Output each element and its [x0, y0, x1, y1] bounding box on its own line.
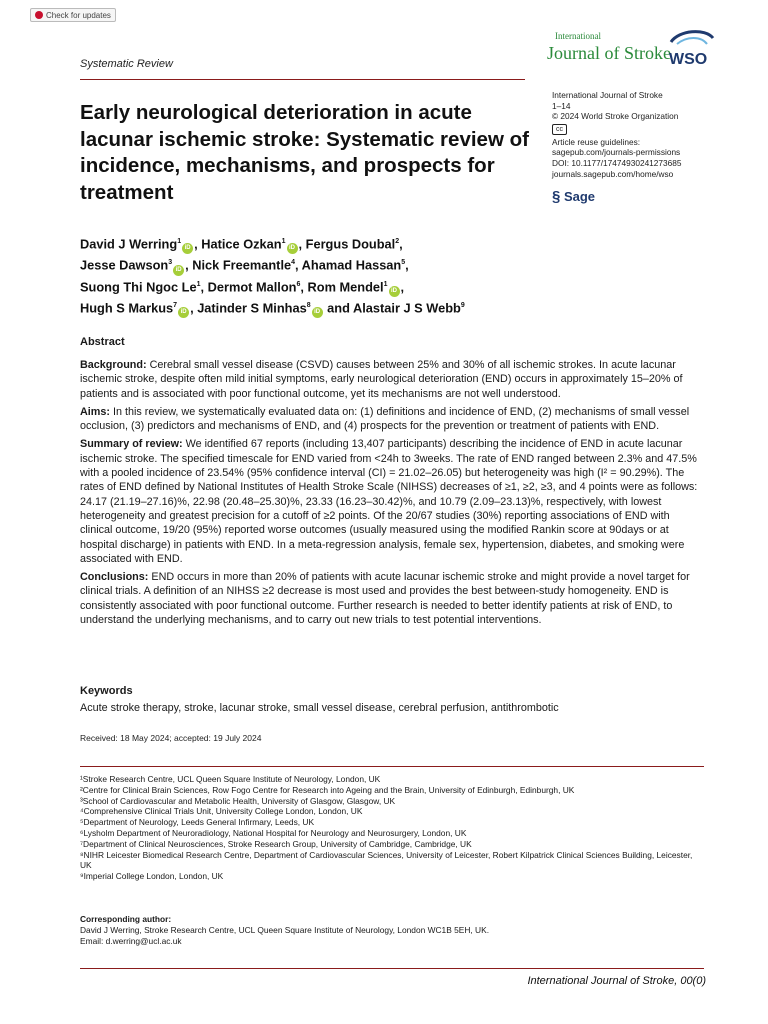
affiliation-item: ⁶Lysholm Department of Neuroradiology, National Hospital for Neurology and Neurosurgery, London, UK	[80, 827, 467, 838]
meta-journal-link[interactable]: journals.sagepub.com/home/wso	[552, 168, 674, 179]
article-meta	[552, 90, 732, 179]
affiliation-item: ²Centre for Clinical Brain Sciences, Row Fogo Centre for Research into Ageing and the Brain, University of Edinburgh, Edinburgh, UK	[80, 784, 575, 795]
received-dates: Received: 18 May 2024; accepted: 19 July 2024	[80, 733, 262, 743]
abstract-conclusions: Conclusions: END occurs in more than 20% of patients with acute lacunar ischemic stroke and might provide a novel target for clinical trials. A definition of an NIHSS ≥2 decrease is most used and provides the best between-study homogeneity. END is consistently associated with poor functional outcome. Further research is needed to better identify patients at risk of END, to understand the underlying mechanisms, and to carry out new trials to test potential interventions.	[80, 571, 690, 627]
abstract-aims: Aims: In this review, we systematically evaluated data on: (1) definitions and incidence of END, (2) mechanisms of small vessel occlusion, (3) predictors and mechanisms of END, and (4) prospects for the prevention or treatment of patients with END.	[80, 405, 690, 433]
author-list	[80, 233, 550, 318]
affiliations	[80, 774, 704, 882]
abstract-body	[80, 358, 704, 631]
check-updates-icon	[35, 11, 43, 19]
abstract-heading: Abstract	[80, 336, 125, 348]
author-line: Jesse Dawson$^3$iD , Nick Freemantle$^4$, Ahamad Hassan$^5$,	[80, 254, 550, 275]
page-footer: International Journal of Stroke, 00(0)	[527, 975, 706, 987]
affiliation-item: ⁷Department of Clinical Neurosciences, Stroke Research Group, University of Cambridge, Cambridge, UK	[80, 838, 472, 849]
header-rule	[80, 79, 525, 80]
journal-logo	[545, 26, 725, 72]
orcid-icon[interactable]: iD	[389, 286, 400, 297]
footer-rule	[80, 968, 704, 969]
affiliations-rule	[80, 766, 704, 767]
keywords-list: Acute stroke therapy, stroke, lacunar stroke, small vessel disease, cerebral perfusion, antithrombotic	[80, 702, 559, 714]
author-line: Hugh S Markus$^7$iD , Jatinder S Minhas$^8$iD and Alastair J S Webb$^9$	[80, 297, 550, 318]
affiliation-item: ⁹Imperial College London, London, UK	[80, 871, 224, 882]
corresponding-author	[80, 914, 704, 946]
logo-org: WSO	[669, 51, 708, 68]
abstract-summary: Summary of review: We identified 67 reports (including 13,407 participants) describing the incidence of END in acute lacunar ischemic stroke. The specified timescale for END varied from <24h to 3weeks. The rate of END ranged between 2.3% and 47.5% with a pooled incidence of 23.54% (95% confidence interval (CI) = 21.02–26.05) but heterogeneity was high (I² = 90.29%). The rates of END defined by National Institutes of Health Stroke Scale (NIHSS) decreases of ≥1, ≥2, ≥3, and 4 points were as follows: 24.17 (21.19–27.16)%, 22.98 (20.48–25.30)%, 23.33 (16.23–30.42)%, and 10.79 (2.09–23.13)%, respectively, with lowest heterogeneity and greatest precision for a cutoff of ≥2 points. Of the 20/67 studies (30%) reporting associations of END with clinical outcome, 19/20 (95%) reported worse outcomes (usually measured using the modified Rankin score at 90days or at hospital discharge) in patients with END. In a meta-regression analysis, female sex, hypertension, diabetes, and smoking were associated with END.	[80, 438, 698, 565]
affiliation-item: ¹Stroke Research Centre, UCL Queen Square Institute of Neurology, London, UK	[80, 774, 381, 784]
sage-icon: §	[552, 188, 561, 205]
section-label: Systematic Review	[80, 58, 173, 70]
affiliation-item: ³School of Cardiovascular and Metabolic Health, University of Glasgow, Glasgow, UK	[80, 795, 396, 806]
meta-reuse-link[interactable]: sagepub.com/journals-permissions	[552, 147, 681, 158]
affiliation-item: ⁸NIHR Leicester Biomedical Research Centre, Department of Cardiovascular Sciences, University of Leicester, Robert Kilpatrick Clinical Sciences Building, Leicester, UK	[80, 849, 693, 871]
meta-reuse: Article reuse guidelines:	[552, 136, 641, 147]
logo-line1: International	[555, 31, 601, 41]
corresponding-heading: Corresponding author:	[80, 914, 172, 924]
publisher-logo	[552, 188, 595, 205]
keywords-heading: Keywords	[80, 685, 133, 697]
orcid-icon[interactable]: iD	[173, 265, 184, 276]
corresponding-address: David J Werring, Stroke Research Centre, UCL Queen Square Institute of Neurology, London WC1B 5EH, UK.	[80, 924, 490, 935]
author-line: Suong Thi Ngoc Le$^1$, Dermot Mallon$^6$, Rom Mendel$^1$iD ,	[80, 276, 550, 297]
check-for-updates-badge[interactable]	[30, 8, 116, 22]
check-updates-label: Check for updates	[46, 11, 111, 20]
abstract-background: Background: Cerebral small vessel disease (CSVD) causes between 25% and 30% of all ischemic strokes. In acute lacunar ischemic stroke, despite often mild initial symptoms, early neurological deterioration (END) occurs in approximately 15–20% of patients and is associated with poor functional outcome, yet its mechanisms are not well understood.	[80, 359, 683, 400]
logo-line2: Journal of Stroke	[547, 43, 671, 63]
meta-copyright: © 2024 World Stroke Organization	[552, 111, 679, 122]
orcid-icon[interactable]: iD	[312, 307, 323, 318]
orcid-icon[interactable]: iD	[178, 307, 189, 318]
cc-license-icon: cc	[552, 124, 567, 135]
author-line: David J Werring$^1$iD , Hatice Ozkan$^1$iD , Fergus Doubal$^2$,	[80, 233, 550, 254]
corresponding-email[interactable]: Email: d.werring@ucl.ac.uk	[80, 935, 182, 946]
affiliation-item: ⁵Department of Neurology, Leeds General Infirmary, Leeds, UK	[80, 817, 315, 828]
meta-journal: International Journal of Stroke	[552, 90, 663, 100]
article-title: Early neurological deterioration in acute lacunar ischemic stroke: Systematic review of incidence, mechanisms, and prospects for treatment	[80, 101, 529, 204]
orcid-icon[interactable]: iD	[287, 243, 298, 254]
meta-pages: 1–14	[552, 100, 571, 111]
affiliation-item: ⁴Comprehensive Clinical Trials Unit, University College London, London, UK	[80, 806, 363, 817]
orcid-icon[interactable]: iD	[182, 243, 193, 254]
publisher-name: Sage	[563, 189, 596, 204]
wso-logo-icon	[545, 26, 725, 72]
meta-doi[interactable]: DOI: 10.1177/17474930241273685	[552, 157, 682, 168]
